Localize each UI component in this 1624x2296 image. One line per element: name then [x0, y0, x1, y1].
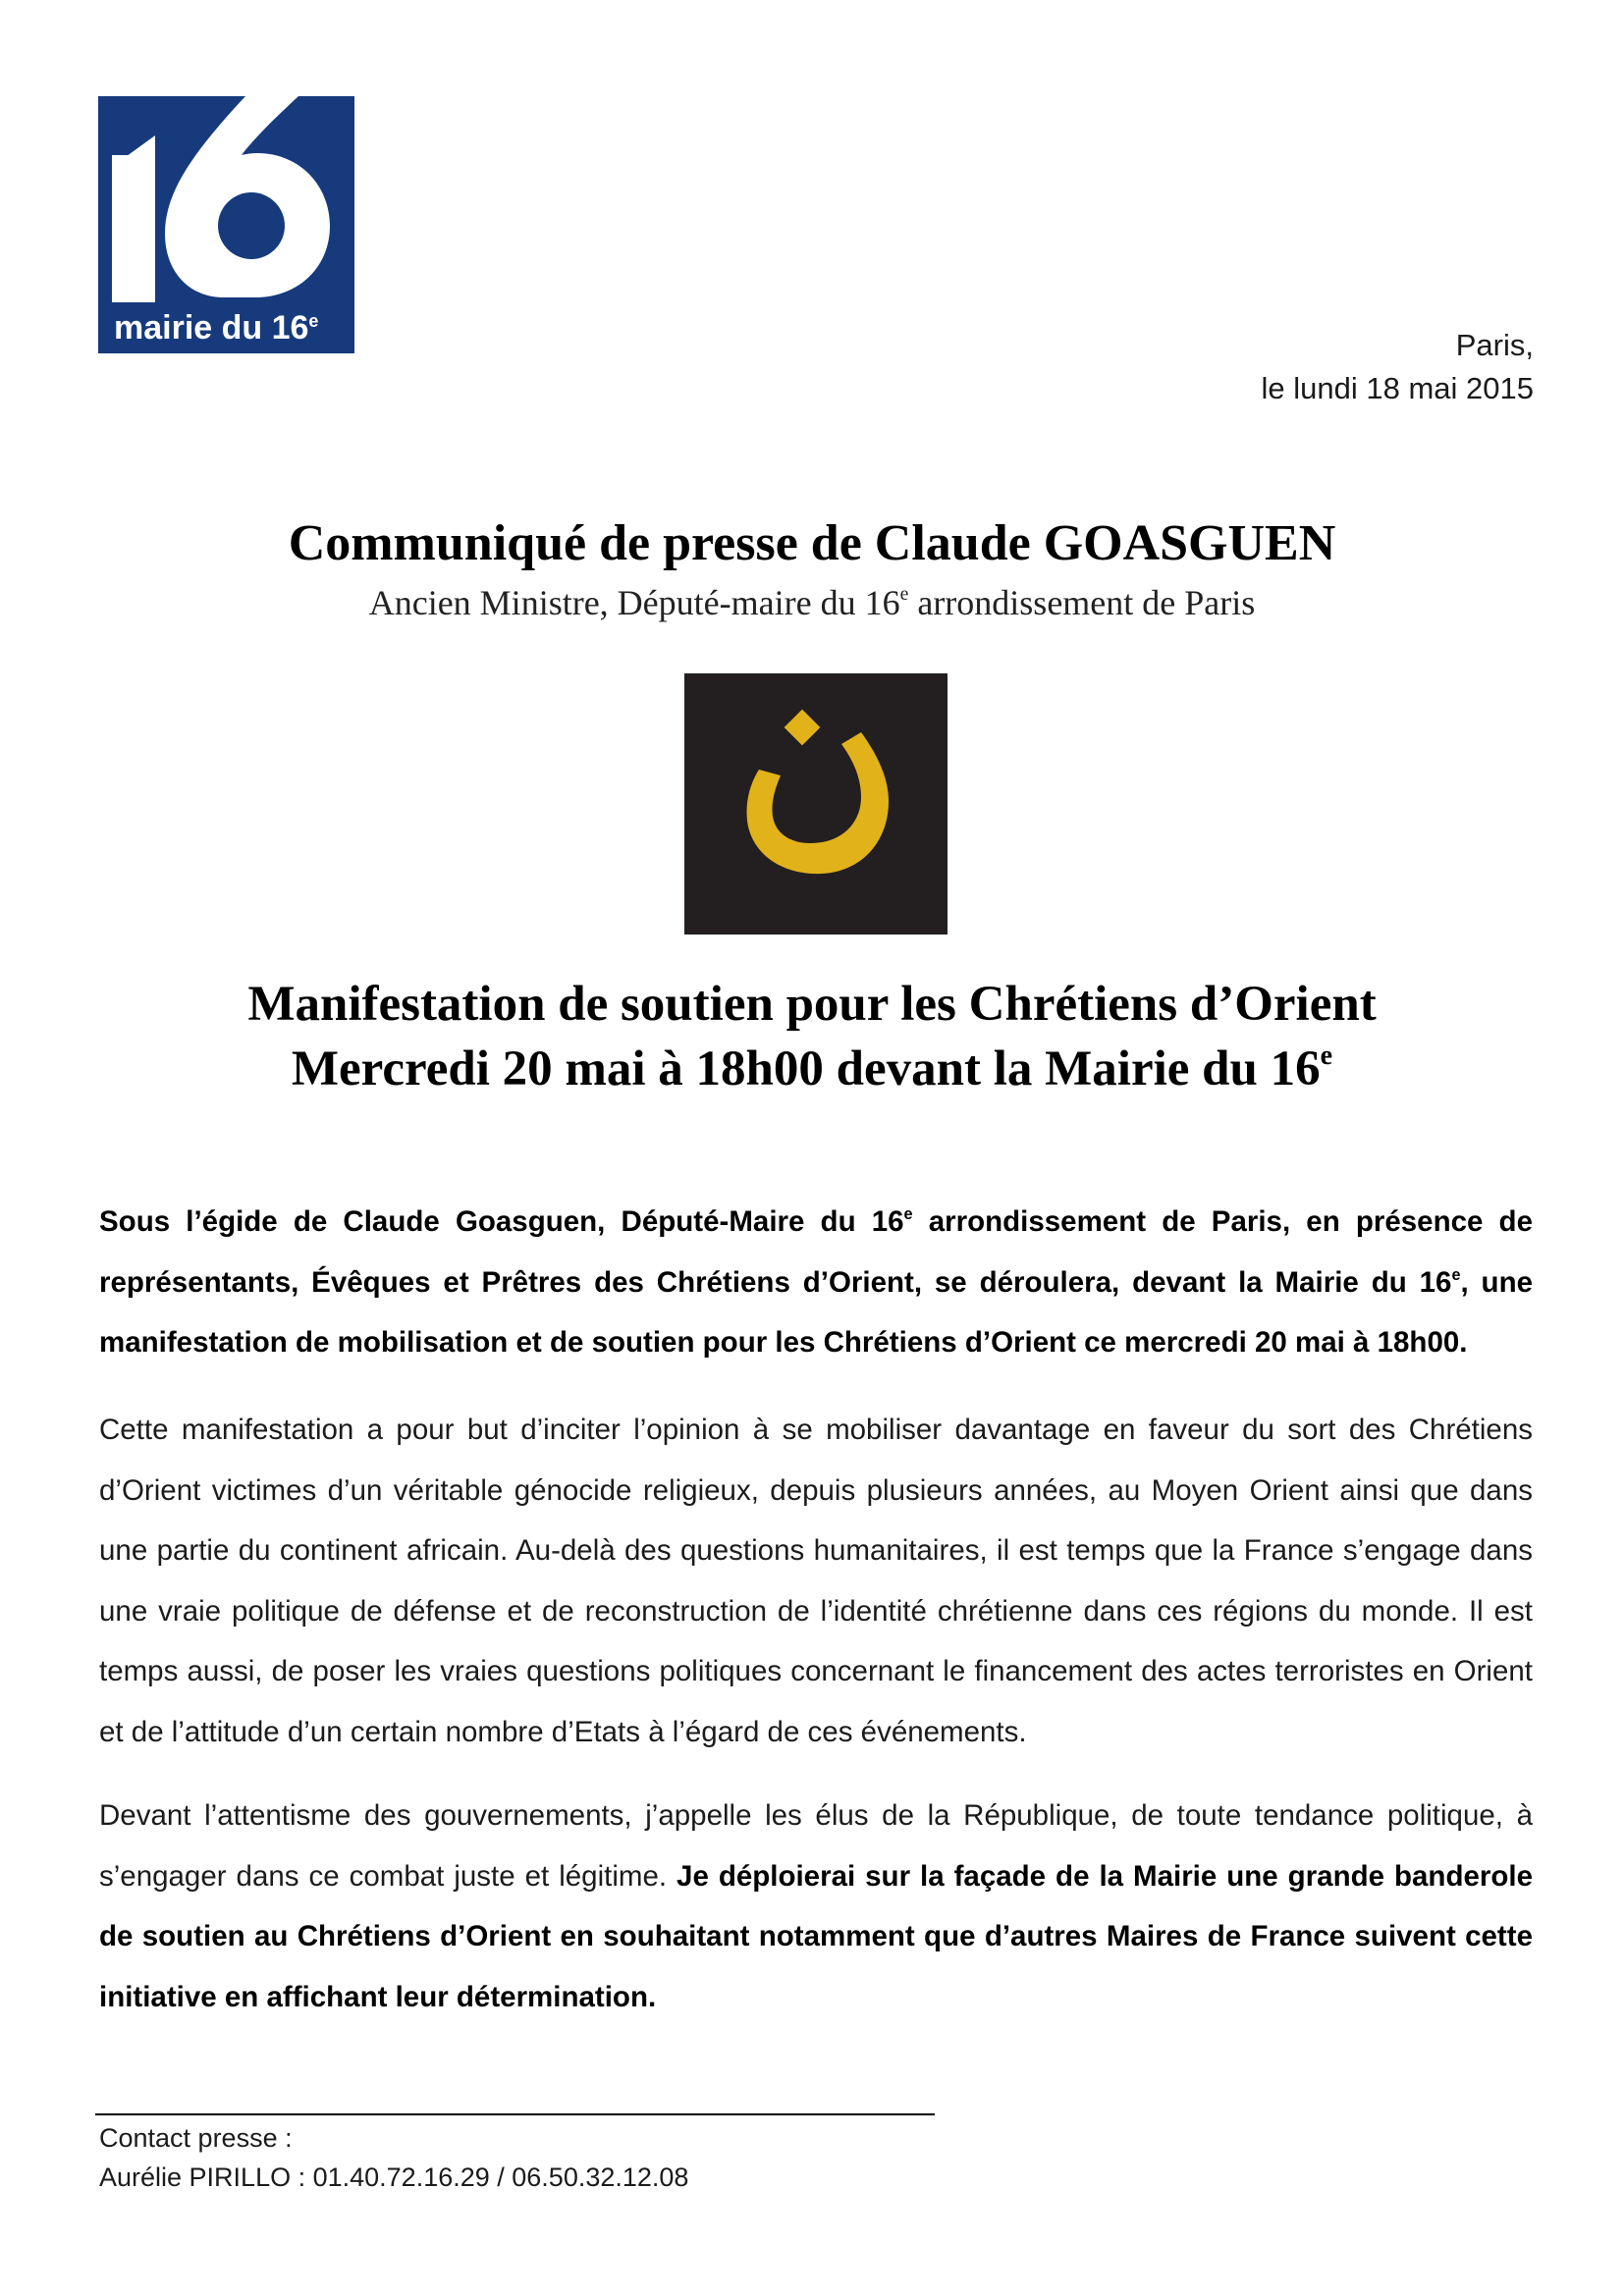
logo-graphic: [98, 96, 354, 353]
date-block: [1262, 324, 1534, 410]
contact-label: Contact presse :: [99, 2123, 293, 2153]
headline-line-1: Manifestation de soutien pour les Chrétiens d’Orient: [247, 977, 1377, 1032]
logo-caption: mairie du 16e: [114, 309, 319, 347]
date-day: le lundi 18 mai 2015: [1261, 371, 1534, 405]
headline-line-2: Mercredi 20 mai à 18h00 devant la Mairie du 16e: [291, 1040, 1333, 1096]
page-subtitle: Ancien Ministre, Député-maire du 16e arrondissement de Paris: [368, 583, 1256, 622]
contact-details: Aurélie PIRILLO : 01.40.72.16.29 / 06.50.32.12.08: [99, 2163, 689, 2192]
nun-emblem: [684, 673, 947, 934]
date-city: Paris,: [1455, 328, 1534, 362]
page-title: Communiqué de presse de Claude GOASGUEN: [288, 515, 1336, 571]
press-contact: [99, 2118, 688, 2197]
paragraph-intro: Sous l’égide de Claude Goasguen, Député-Maire du 16e arrondissement de Paris, en présence de représentants, Évêques et Prêtres des Chrétiens d’Orient, se déroulera, devant la Mairie du 16e, une manifestation de mobilisation et de soutien pour les Chrétiens d’Orient ce mercredi 20 mai à 18h00.: [99, 1204, 1533, 1359]
footer-divider: [95, 2113, 935, 2115]
paragraph-call: Devant l’attentisme des gouvernements, j’appelle les élus de la République, de toute tendance politique, à s’engager dans ce combat juste et légitime. Je déploierai sur la façade de la Mairie une grande banderole de soutien au Chrétiens d’Orient en souhaitant notamment que d’autres Maires de France suivent cette initiative en affichant leur détermination.: [99, 1799, 1533, 2013]
mairie-16-logo: [98, 96, 354, 353]
paragraph-purpose: Cette manifestation a pour but d’inciter l’opinion à se mobiliser davantage en faveur du sort des Chrétiens d’Orient victimes d’un véritable génocide religieux, depuis plusieurs années, au Moyen Orient ainsi que dans une partie du continent africain. Au-delà des questions humanitaires, il est temps que la France s’engage dans une vraie politique de défense et de reconstruction de l’identité chrétienne dans ces régions du monde. Il est temps aussi, de poser les vraies questions politiques concernant le financement des actes terroristes en Orient et de l’attitude d’un certain nombre d’Etats à l’égard de ces événements.: [99, 1414, 1533, 1748]
arabic-letter-noon-icon: [684, 673, 947, 934]
